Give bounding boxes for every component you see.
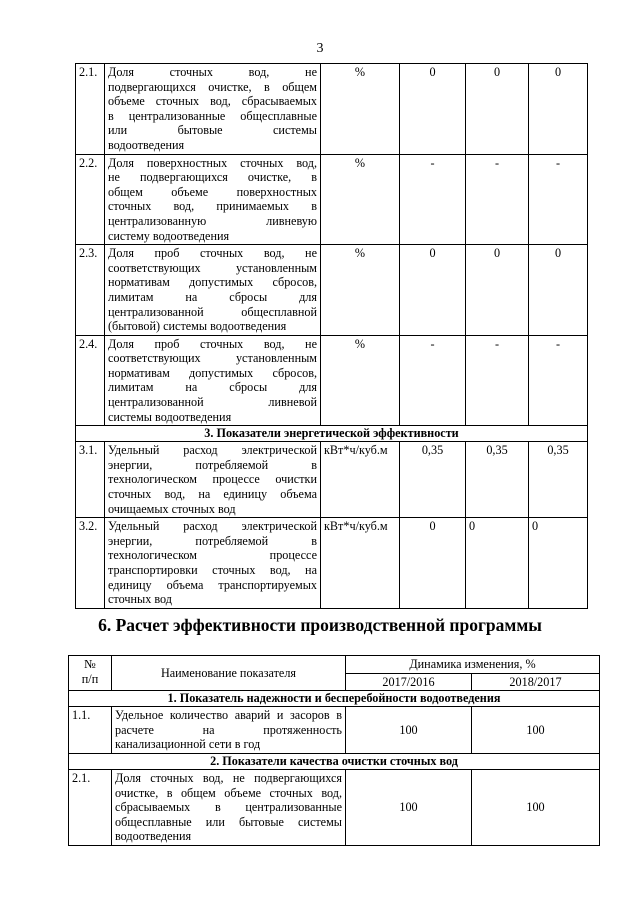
text-line: Доля поверхностных сточных вод,: [108, 155, 317, 170]
indicator-name: [105, 64, 321, 155]
indicator-name: [105, 335, 321, 426]
text-line: Доля сточных вод, не подвергающихся: [115, 770, 342, 785]
table-row: [69, 769, 600, 845]
text-line: очищаемых сточных вод: [108, 501, 236, 516]
text-line: в централизованные общесплавные: [108, 108, 317, 123]
value-cell: 0: [400, 64, 466, 155]
section-row: [69, 691, 600, 707]
unit-cell: %: [321, 154, 400, 245]
indicators-table: [75, 63, 588, 609]
text-line: Удельный расход электрической: [108, 443, 317, 458]
value-cell: 0: [529, 64, 588, 155]
header-row: [69, 656, 600, 674]
table-row: [76, 64, 588, 155]
value-cell: -: [466, 154, 529, 245]
table-row: [76, 154, 588, 245]
table-row: [76, 335, 588, 426]
unit-cell: %: [321, 245, 400, 336]
indicator-name: [112, 769, 346, 845]
unit-cell: %: [321, 335, 400, 426]
text-line: общесплавные или бытовые системы: [115, 814, 342, 829]
text-line: нормативам допустимых сбросов,: [108, 275, 317, 290]
header-text: п/п: [81, 671, 99, 686]
table-row: [76, 518, 588, 609]
value-cell: 0: [466, 245, 529, 336]
text-line: технологическом процессе очистки: [108, 472, 317, 487]
text-line: системы водоотведения: [108, 409, 232, 424]
table-row: [76, 245, 588, 336]
section-row: [69, 753, 600, 769]
text-line: общем объеме поверхностных: [108, 184, 317, 199]
text-line: централизованную ливневую: [108, 213, 317, 228]
text-line: водоотведения: [115, 829, 192, 844]
value-cell: 0,35: [466, 442, 529, 518]
table-row: [76, 442, 588, 518]
row-number: 2.1.: [76, 64, 105, 155]
row-number: 2.3.: [76, 245, 105, 336]
indicator-name: [105, 245, 321, 336]
unit-cell: кВт*ч/куб.м: [321, 518, 400, 609]
unit-cell: кВт*ч/куб.м: [321, 442, 400, 518]
text-line: соответствующих установленным: [108, 351, 317, 366]
value-cell: -: [529, 335, 588, 426]
text-line: подвергающихся очистке, в общем: [108, 79, 317, 94]
text-line: энергии, потребляемой в: [108, 533, 317, 548]
col-dynamics-header: Динамика изменения, %: [346, 656, 600, 674]
indicator-name: [105, 154, 321, 245]
value-cell: 100: [472, 769, 600, 845]
col-name-header: Наименование показателя: [112, 656, 346, 691]
text-line: соответствующих установленным: [108, 260, 317, 275]
value-cell: 0: [400, 245, 466, 336]
value-cell: 100: [472, 707, 600, 754]
text-line: Доля проб сточных вод, не: [108, 246, 317, 261]
section-row: [76, 426, 588, 442]
row-number: 2.1.: [69, 769, 112, 845]
table-row: [69, 707, 600, 754]
value-cell: 0: [400, 518, 466, 609]
row-number: 2.2.: [76, 154, 105, 245]
value-cell: 100: [346, 707, 472, 754]
value-cell: -: [400, 154, 466, 245]
value-cell: 0,35: [400, 442, 466, 518]
text-line: лимитам на сбросы для: [108, 289, 317, 304]
row-number: 1.1.: [69, 707, 112, 754]
value-cell: -: [466, 335, 529, 426]
text-line: не подвергающихся очистке, в: [108, 170, 317, 185]
col-number-header: [69, 656, 112, 691]
indicator-name: [105, 442, 321, 518]
col-year-header: 2018/2017: [472, 673, 600, 691]
text-line: Удельное количество аварий и засоров в: [115, 708, 342, 723]
row-number: 3.2.: [76, 518, 105, 609]
section-title: 6. Расчет эффективности производственной программы: [98, 615, 542, 635]
text-line: очистке, в общем объеме сточных вод,: [115, 785, 342, 800]
value-cell: 0: [529, 245, 588, 336]
page-number: 3: [316, 41, 324, 56]
text-line: (бытовой) системы водоотведения: [108, 319, 287, 334]
section-heading: 3. Показатели энергетической эффективности: [76, 426, 588, 442]
value-cell: 0: [466, 64, 529, 155]
text-line: сточных вод, на единицу объема: [108, 487, 317, 502]
text-line: или бытовые системы: [108, 123, 317, 138]
value-cell: 100: [346, 769, 472, 845]
text-line: систему водоотведения: [108, 228, 230, 243]
section-heading: 1. Показатель надежности и бесперебойности водоотведения: [69, 691, 600, 707]
text-line: технологическом процессе: [108, 548, 317, 563]
text-line: расчете на протяженность: [115, 722, 342, 737]
text-line: лимитам на сбросы для: [108, 380, 317, 395]
text-line: транспортировки сточных вод, на: [108, 563, 317, 577]
indicator-name: [112, 707, 346, 754]
text-line: канализационной сети в год: [115, 737, 261, 752]
text-line: сточных вод: [108, 592, 172, 607]
text-line: сточных вод, принимаемых в: [108, 199, 317, 214]
value-cell: 0: [466, 518, 529, 609]
text-line: объеме сточных вод, сбрасываемых: [108, 94, 317, 109]
text-line: водоотведения: [108, 137, 185, 152]
unit-cell: %: [321, 64, 400, 155]
row-number: 3.1.: [76, 442, 105, 518]
section-heading: 2. Показатели качества очистки сточных вод: [69, 753, 600, 769]
indicator-name: [105, 518, 321, 609]
text-line: энергии, потребляемой в: [108, 457, 317, 472]
text-line: сбрасываемых в централизованные: [115, 800, 342, 815]
text-line: централизованной ливневой: [108, 395, 317, 410]
value-cell: 0: [529, 518, 588, 609]
value-cell: 0,35: [529, 442, 588, 518]
efficiency-table: [68, 655, 600, 846]
row-number: 2.4.: [76, 335, 105, 426]
text-line: централизованной общесплавной: [108, 304, 317, 319]
value-cell: -: [529, 154, 588, 245]
col-year-header: 2017/2016: [346, 673, 472, 691]
text-line: Удельный расход электрической: [108, 519, 317, 534]
text-line: Доля сточных вод, не: [108, 65, 317, 79]
text-line: Доля проб сточных вод, не: [108, 336, 317, 351]
text-line: единицу объема транспортируемых: [108, 577, 317, 592]
header-text: №: [84, 657, 96, 671]
value-cell: -: [400, 335, 466, 426]
text-line: нормативам допустимых сбросов,: [108, 365, 317, 380]
